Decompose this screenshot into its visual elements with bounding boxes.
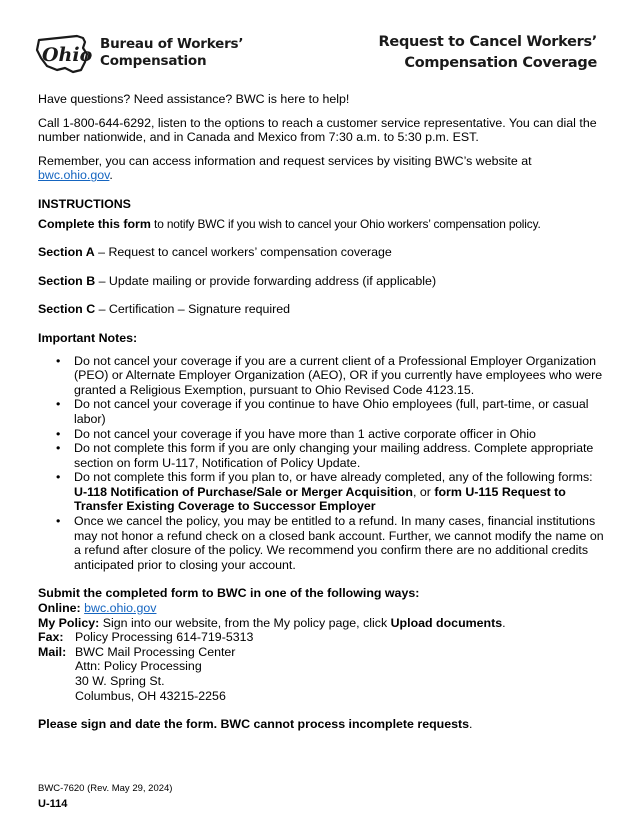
submit-mypolicy: My Policy: Sign into our website, from the My policy page, click Upload documents. — [38, 615, 506, 630]
bureau-name — [100, 36, 243, 70]
list-item: • Do not complete this form if you are only changing your mailing address. Complete appropriate section on form U-117, Notification of Policy Update. — [74, 441, 606, 470]
ohio-logo-text: Ohio — [42, 44, 93, 66]
instructions-complete — [38, 217, 606, 232]
form-title — [379, 32, 597, 74]
closing-note: Please sign and date the form. BWC cannot process incomplete requests. — [38, 717, 473, 732]
submit-mail: Mail: BWC Mail Processing Center Attn: Policy Processing 30 W. Spring St. Columbus, OH 43215-2256 — [38, 644, 236, 703]
form-number: U-114 — [38, 798, 68, 810]
list-item: • Do not cancel your coverage if you continue to have Ohio employees (full, part-time, or casual labor) — [74, 397, 606, 426]
intro-remember — [38, 154, 606, 183]
section-c: Section C – Certification – Signature required — [38, 302, 291, 317]
form-title-line-1: Request to Cancel Workers’ — [378, 34, 597, 50]
revision-text: BWC-7620 (Rev. May 29, 2024) — [38, 783, 173, 794]
list-item: • Do not cancel your coverage if you have more than 1 active corporate officer in Ohio — [74, 427, 606, 442]
submit-fax: Fax: Policy Processing 614-719-5313 — [38, 630, 254, 645]
online-link[interactable]: bwc.ohio.gov — [84, 601, 157, 616]
submit-heading: Submit the completed form to BWC in one of the following ways: — [38, 586, 420, 601]
bureau-line-2: Compensation — [100, 53, 207, 69]
list-item: • Do not complete this form if you plan to, or have already completed, any of the following forms: U-118 Notification of Purchase/Sale or Merger Acquisition, or form U-115 Request to Transfer Existing Coverage to Successor Employer — [74, 470, 606, 514]
intro-period: . — [109, 168, 113, 183]
form-content — [38, 92, 606, 732]
complete-bold: Complete this form — [38, 216, 151, 231]
bureau-line-1: Bureau of Workers’ — [100, 36, 244, 52]
submit-online: Online: bwc.ohio.gov — [38, 601, 157, 616]
complete-rest: to notify BWC if you wish to cancel your Ohio workers’ compensation policy. — [150, 216, 541, 231]
form-title-line-2: Compensation Coverage — [404, 55, 597, 71]
notes-list — [38, 354, 606, 573]
list-item: • Do not cancel your coverage if you are a current client of a Professional Employer Organization (PEO) or Alternate Employer Organization (AEO), OR if you currently have employees who were granted a Religious Exemption, pursuant to Ohio Revised Code 4123.15. — [74, 354, 606, 398]
footer — [38, 783, 172, 811]
list-item: • Once we cancel the policy, you may be entitled to a refund. In many cases, financial institutions may not honor a refund check on a closed bank account. Further, we cannot modify the name on a refund after closure of the policy. We recommend you confirm there are no additional credits anticipated prior to closing your account. — [74, 514, 606, 572]
website-link[interactable]: bwc.ohio.gov — [38, 168, 110, 183]
section-a: Section A – Request to cancel workers’ compensation coverage — [38, 245, 392, 260]
ohio-logo — [33, 30, 93, 76]
mail-address: BWC Mail Processing Center Attn: Policy Processing 30 W. Spring St. Columbus, OH 43215-2256 — [75, 644, 236, 703]
instructions-heading: INSTRUCTIONS — [38, 196, 131, 211]
intro-remember-text: Remember, you can access information and request services by visiting BWC’s website at — [38, 153, 532, 168]
section-b: Section B – Update mailing or provide forwarding address (if applicable) — [38, 273, 437, 288]
notes-heading: Important Notes: — [38, 330, 138, 345]
intro-call: Call 1-800-644-6292, listen to the options to reach a customer service representative. You can dial the number nationwide, and in Canada and Mexico from 7:30 a.m. to 5:30 p.m. EST. — [38, 115, 597, 145]
intro-questions: Have questions? Need assistance? BWC is here to help! — [38, 92, 350, 106]
